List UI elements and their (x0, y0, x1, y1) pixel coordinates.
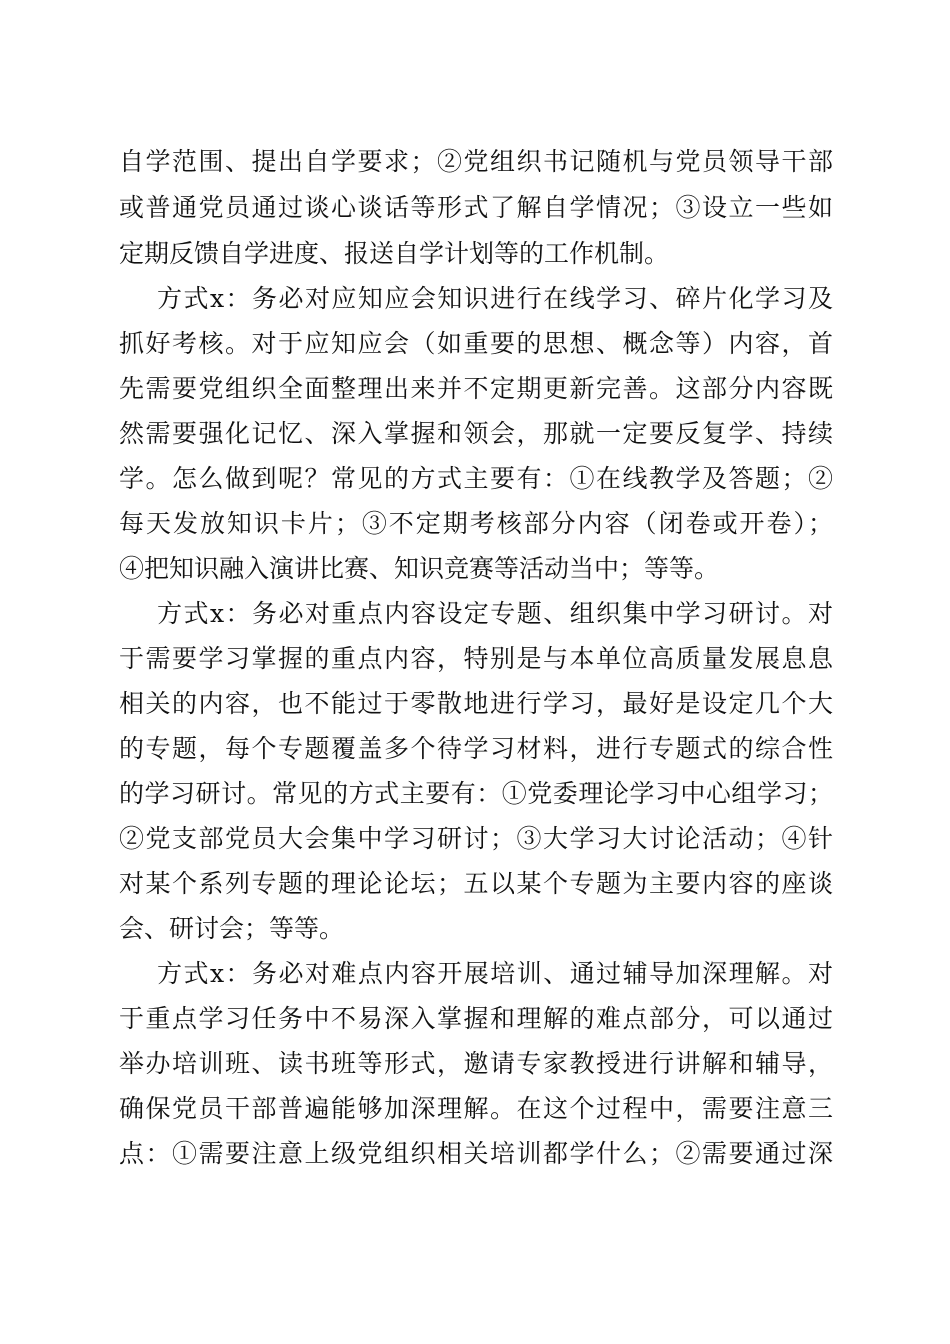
text-line: 抓好考核。对于应知应会（如重要的思想、概念等）内容，首 (119, 329, 833, 358)
text-line: ④把知识融入演讲比赛、知识竞赛等活动当中；等等。 (119, 554, 720, 583)
text-line: 点：①需要注意上级党组织相关培训都学什么；②需要通过深 (119, 1139, 833, 1168)
text-line: 定期反馈自学进度、报送自学计划等的工作机制。 (119, 239, 670, 268)
paragraph-first-line: 方式x：务必对难点内容开展培训、通过辅导加深理解。对 (157, 959, 833, 988)
text-line: 然需要强化记忆、深入掌握和领会，那就一定要反复学、持续 (119, 419, 833, 448)
text-line: ②党支部党员大会集中学习研讨；③大学习大讨论活动；④针 (119, 824, 833, 853)
paragraph-first-line: 方式x：务必对重点内容设定专题、组织集中学习研讨。对 (157, 599, 833, 628)
text-line: 举办培训班、读书班等形式，邀请专家教授进行讲解和辅导， (119, 1049, 833, 1078)
text-line: 或普通党员通过谈心谈话等形式了解自学情况；③设立一些如 (119, 193, 833, 222)
text-line: 自学范围、提出自学要求；②党组织书记随机与党员领导干部 (119, 147, 833, 176)
text-line: 于重点学习任务中不易深入掌握和理解的难点部分，可以通过 (119, 1004, 833, 1033)
text-line: 会、研讨会；等等。 (119, 914, 345, 943)
text-line: 确保党员干部普遍能够加深理解。在这个过程中，需要注意三 (119, 1094, 833, 1123)
paragraph-first-line: 方式x：务必对应知应会知识进行在线学习、碎片化学习及 (157, 284, 833, 313)
text-line: 于需要学习掌握的重点内容，特别是与本单位高质量发展息息 (119, 644, 833, 673)
text-line: 对某个系列专题的理论论坛；五以某个专题为主要内容的座谈 (119, 869, 833, 898)
text-line: 先需要党组织全面整理出来并不定期更新完善。这部分内容既 (119, 374, 833, 403)
text-line: 相关的内容，也不能过于零散地进行学习，最好是设定几个大 (119, 689, 833, 718)
text-line: 学。怎么做到呢？常见的方式主要有：①在线教学及答题；② (119, 464, 833, 493)
text-line: 每天发放知识卡片；③不定期考核部分内容（闭卷或开卷）； (119, 509, 833, 538)
text-line: 的学习研讨。常见的方式主要有：①党委理论学习中心组学习； (119, 779, 833, 808)
text-line: 的专题，每个专题覆盖多个待学习材料，进行专题式的综合性 (119, 734, 833, 763)
